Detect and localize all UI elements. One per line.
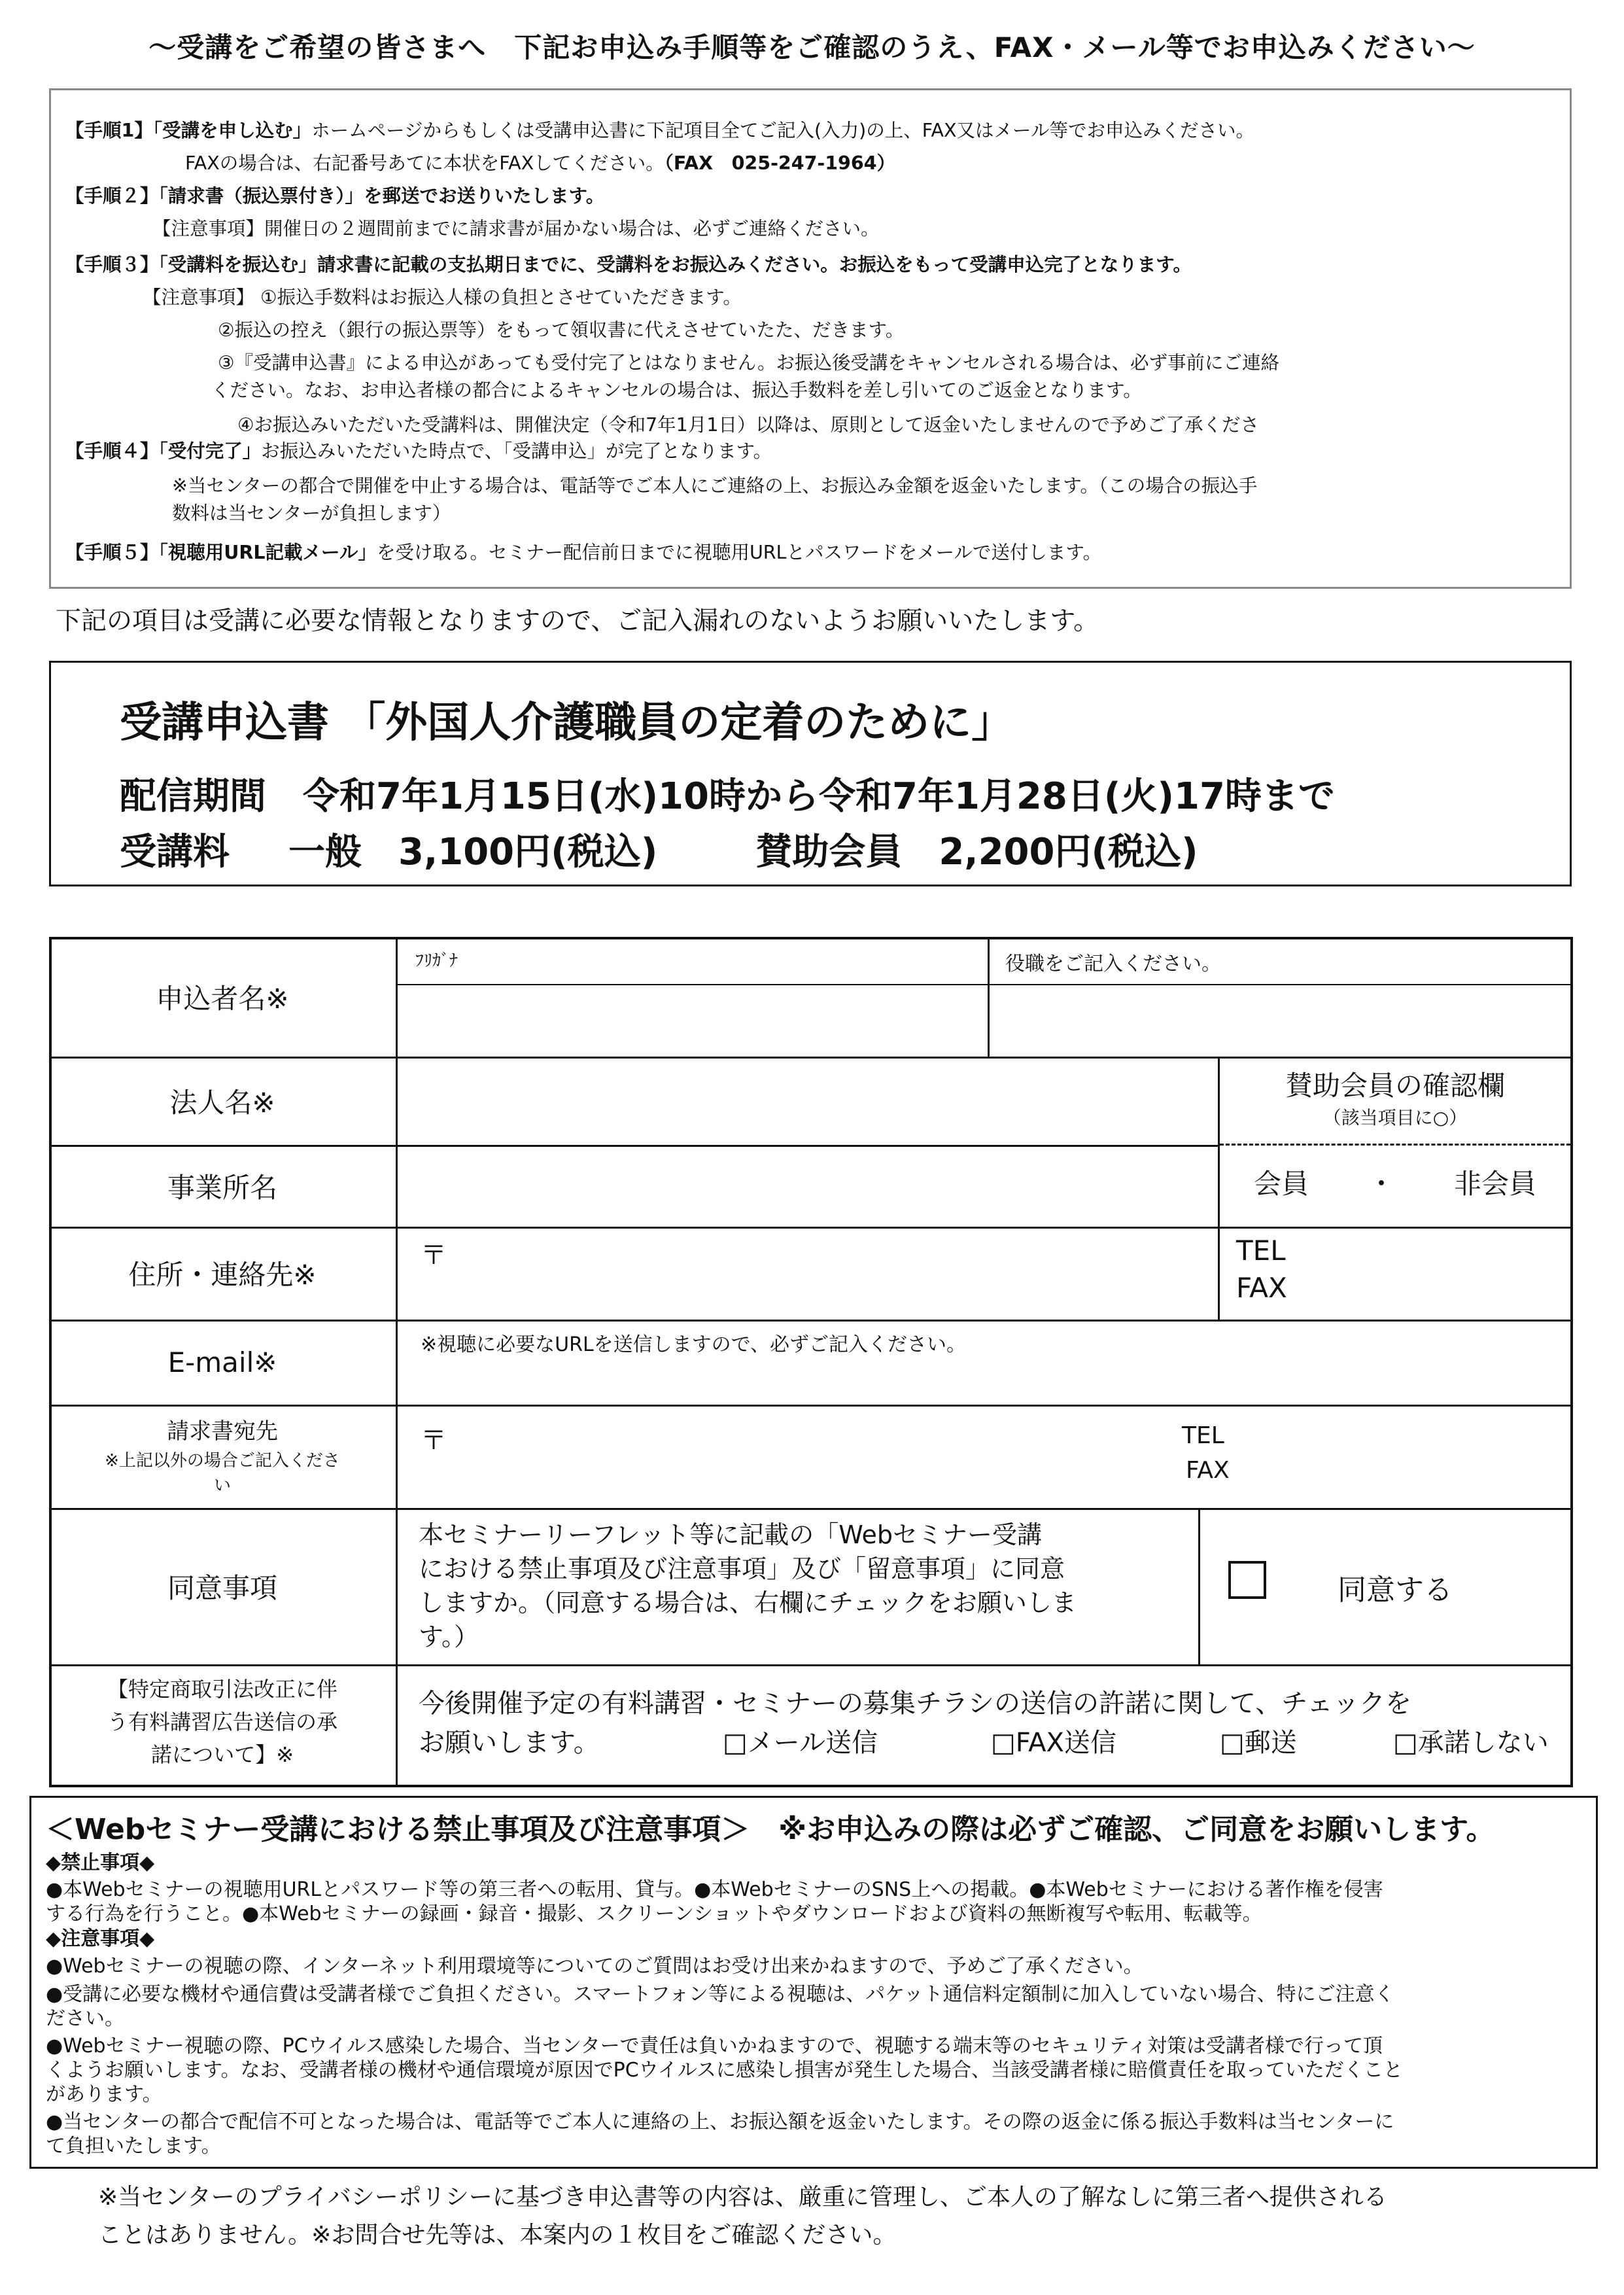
caution-line-1: ●Webセミナーの視聴の際、インターネット利用環境等についてのご質問はお受け出来かねますので、予めご了承ください。 xyxy=(46,1955,1143,1978)
step-4: 【手順４】「受付完了」お振込みいただいた時点で、「受講申込」が完了となります。 xyxy=(65,440,772,462)
step-3-note-2: ②振込の控え（銀行の振込票等）をもって領収書に代えさせていたた、だきます。 xyxy=(218,319,905,341)
member-check-title: 賛助会員の確認欄 xyxy=(1285,1070,1505,1102)
caution-line-2b: ださい。 xyxy=(46,2007,124,2030)
invoice-note-b: い xyxy=(213,1476,231,1496)
step-3: 【手順３】「受講料を振込む」請求書に記載の支払期日までに、受講料をお振込みください。お振込をもって受講申込完了となります。 xyxy=(65,254,1192,275)
invoice-note-a: ※上記以外の場合ご記入くださ xyxy=(105,1451,340,1471)
option-decline-checkbox[interactable]: □承諾しない xyxy=(1393,1728,1549,1758)
invoice-postal-mark: 〒 xyxy=(421,1426,447,1456)
step-3-note-1: 【注意事項】 ①振込手数料はお振込人様の負担とさせていただきます。 xyxy=(143,287,742,308)
invoice-fax-label: FAX xyxy=(1186,1457,1230,1484)
applicant-name-label: 申込者名※ xyxy=(156,982,289,1015)
email-note: ※視聴に必要なURLを送信しますので、必ずご記入ください。 xyxy=(421,1333,967,1356)
law-label-2: う有料講習広告送信の承 xyxy=(107,1709,337,1734)
caution-line-3a: ●Webセミナー視聴の際、PCウイルス感染した場合、当センターで責任は負いかねますので、視聴する端末等のセキュリティ対策は受講者様で行って頂 xyxy=(46,2035,1383,2058)
position-label: 役職をご記入ください。 xyxy=(1005,953,1221,975)
address-field[interactable] xyxy=(402,1231,1213,1315)
fee-line: 受講料 一般 3,100円(税込) 賛助会員 2,200円(税込) xyxy=(120,831,1198,873)
law-label-1: 【特定商取引法改正に伴 xyxy=(107,1677,337,1702)
step-2: 【手順２】「請求書（振込票付き）」を郵送でお送りいたします。 xyxy=(65,185,605,207)
prohibited-heading: ◆禁止事項◆ xyxy=(46,1851,155,1874)
law-text-1: 今後開催予定の有料講習・セミナーの募集チラシの送信の許諾に関して、チェックを xyxy=(419,1689,1411,1719)
option-fax-checkbox[interactable]: □FAX送信 xyxy=(991,1728,1116,1758)
dot-separator: ・ xyxy=(1367,1168,1395,1200)
web-seminar-rules-box xyxy=(29,1796,1598,2169)
caution-line-4b: て負担いたします。 xyxy=(46,2135,221,2158)
office-field[interactable] xyxy=(402,1149,1213,1223)
law-label-3: 諾について】※ xyxy=(150,1742,294,1767)
office-label: 事業所名 xyxy=(167,1171,277,1204)
email-field[interactable] xyxy=(402,1359,1566,1401)
delivery-period: 配信期間 令和7年1月15日(水)10時から令和7年1月28日(火)17時まで xyxy=(120,775,1335,818)
page-header: ～受講をご希望の皆さまへ 下記お申込み手順等をご確認のうえ、FAX・メール等でお申込みください～ xyxy=(148,31,1476,63)
caution-line-3b: くようお願いします。なお、受講者様の機材や通信環境が原因でPCウイルスに感染し損害が発生した場合、当該受講者様に賠償責任を取っていただくこと xyxy=(46,2059,1403,2082)
prohibited-line-1: ●本Webセミナーの視聴用URLとパスワード等の第三者への転用、貸与。●本WebセミナーのSNS上への掲載。●本Webセミナーにおける著作権を侵害 xyxy=(46,1878,1383,1901)
member-check-subtitle: （該当項目に○） xyxy=(1322,1107,1468,1129)
agreement-text-1: 本セミナーリーフレット等に記載の「Webセミナー受講 xyxy=(419,1520,1043,1549)
postal-mark: 〒 xyxy=(421,1240,447,1270)
step-4-note-b: 数料は当センターが負担します） xyxy=(172,502,451,524)
invoice-label: 請求書宛先 xyxy=(167,1418,278,1445)
step-4-note-a: ※当センターの都合で開催を中止する場合は、電話等でご本人にご連絡の上、お振込み金額を返金いたします。（この場合の振込手 xyxy=(172,475,1258,497)
step-3-note-4: ④お振込みいただいた受講料は、開催決定（令和7年1月1日）以降は、原則として返金いたしませんので予めご了承くださ xyxy=(237,414,1259,436)
agreement-text-4: す。） xyxy=(419,1622,479,1651)
application-form xyxy=(49,937,1573,1787)
invoice-address-field[interactable] xyxy=(402,1409,1194,1504)
intro-text: 下記の項目は受講に必要な情報となりますので、ご記入漏れのないようお願いいたします。 xyxy=(56,606,1099,636)
member-option[interactable]: 会員 xyxy=(1253,1168,1309,1200)
step-3-note-3b: ください。なお、お申込者様の都合によるキャンセルの場合は、振込手数料を差し引いてのご返金となります。 xyxy=(211,379,1142,401)
step-3-note-3a: ③『受講申込書』による申込があっても受付完了とはなりません。お振込後受講をキャンセルされる場合は、必ず事前にご連絡 xyxy=(218,352,1279,374)
step-2-note: 【注意事項】開催日の２週間前までに請求書が届かない場合は、必ずご連絡ください。 xyxy=(152,218,880,239)
invoice-tel-label: TEL xyxy=(1182,1422,1224,1449)
agree-checkbox[interactable] xyxy=(1228,1561,1266,1599)
member-options[interactable] xyxy=(1220,1163,1570,1202)
corporation-field[interactable] xyxy=(402,1061,1213,1140)
address-label: 住所・連絡先※ xyxy=(128,1259,317,1291)
form-title: 受講申込書 「外国人介護職員の定着のために」 xyxy=(120,699,1014,747)
step-1: 【手順1】「受講を申し込む」ホームページからもしくは受講申込書に下記項目全てご記入(入力)の上、FAX又はメール等でお申込みください。 xyxy=(65,120,1254,141)
agree-label: 同意する xyxy=(1338,1573,1453,1607)
step-5: 【手順５】「視聴用URL記載メール」を受け取る。セミナー配信前日までに視聴用URLとパスワードをメールで送付します。 xyxy=(65,542,1102,563)
caution-line-3c: があります。 xyxy=(46,2083,162,2106)
footer-line-2: ことはありません。※お問合せ先等は、本案内の１枚目をご確認ください。 xyxy=(98,2221,897,2249)
footer-line-1: ※当センターのプライバシーポリシーに基づき申込書等の内容は、厳重に管理し、ご本人の了解なしに第三者へ提供される xyxy=(98,2184,1387,2211)
caution-line-4a: ●当センターの都合で配信不可となった場合は、電話等でご本人に連絡の上、お振込額を返金いたします。その際の返金に係る振込手数料は当センターに xyxy=(46,2111,1394,2133)
tel-label: TEL xyxy=(1236,1235,1286,1267)
agreement-text-2: における禁止事項及び注意事項」及び「留意事項」に同意 xyxy=(419,1554,1065,1583)
agreement-text-3: しますか。（同意する場合は、右欄にチェックをお願いしま xyxy=(419,1588,1077,1617)
corporation-label: 法人名※ xyxy=(169,1086,275,1119)
applicant-name-field[interactable] xyxy=(402,989,984,1053)
application-title-box xyxy=(49,661,1572,886)
option-mail-checkbox[interactable]: □メール送信 xyxy=(723,1728,878,1758)
prohibited-line-2: する行為を行うこと。●本Webセミナーの録画・録音・撮影、スクリーンショットやダウンロードおよび資料の無断複写や転用、転載等。 xyxy=(46,1902,1262,1925)
caution-heading: ◆注意事項◆ xyxy=(46,1927,155,1950)
fax-label: FAX xyxy=(1236,1272,1287,1304)
law-text-2: お願いします。 xyxy=(419,1728,600,1758)
step-1-fax: FAXの場合は、右記番号あてに本状をFAXしてください。（FAX 025-247-1964） xyxy=(185,152,896,174)
option-post-checkbox[interactable]: □郵送 xyxy=(1220,1728,1297,1758)
application-steps-box xyxy=(49,88,1572,589)
caution-line-2a: ●受講に必要な機材や通信費は受講者様でご負担ください。スマートフォン等による視聴は、パケット通信料定額制に加入していない場合、特にご注意く xyxy=(46,1983,1394,2006)
furigana-label: ﾌﾘｶﾞﾅ xyxy=(415,951,458,971)
email-label: E-mail※ xyxy=(167,1346,277,1378)
position-field[interactable] xyxy=(992,989,1568,1053)
rules-title: ＜Webセミナー受講における禁止事項及び注意事項＞ ※お申込みの際は必ずご確認、ご同意をお願いします。 xyxy=(46,1813,1495,1846)
agreement-label: 同意事項 xyxy=(167,1571,277,1604)
non-member-option[interactable]: 非会員 xyxy=(1454,1168,1537,1200)
privacy-footer xyxy=(98,2179,1387,2254)
